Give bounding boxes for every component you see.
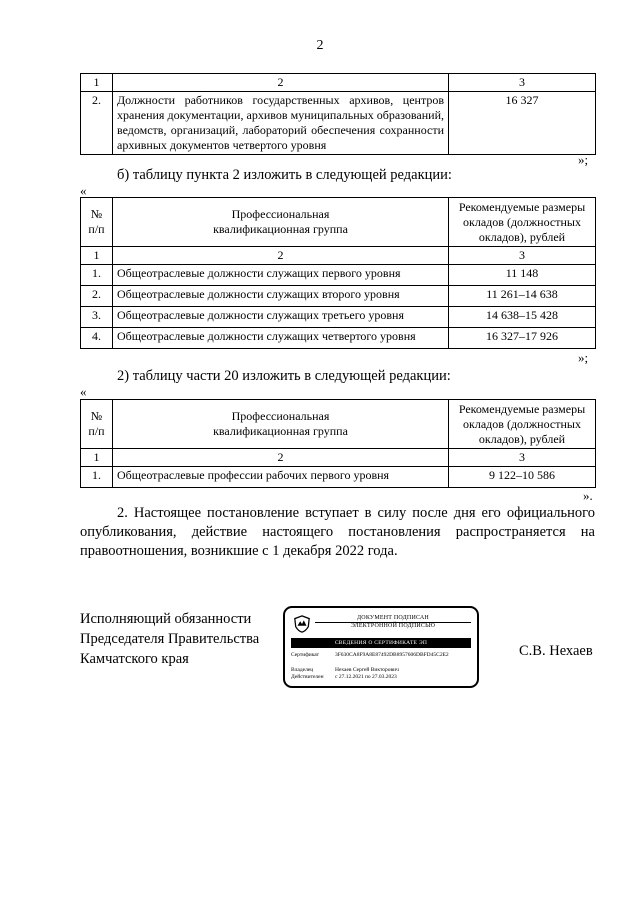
table-row xyxy=(81,467,596,488)
stamp-certificate-row xyxy=(291,652,470,659)
stamp-title xyxy=(315,615,471,630)
table-cell: 3 xyxy=(449,74,596,92)
stamp-value: 3F630CA8F9A8E87492DB8957606DBFD45C2E2 xyxy=(335,652,449,658)
header-cell-salary: Рекомендуемые размеры окладов (должностных окладов), рублей xyxy=(449,198,596,247)
table-row xyxy=(81,328,596,349)
opening-quote: « xyxy=(80,183,87,198)
final-paragraph-line: правоотношения, возникшие с 1 декабря 2022 года. xyxy=(80,543,398,559)
table-cell: 2 xyxy=(113,74,449,92)
table-cell: 2 xyxy=(113,449,449,467)
header-cell-salary: Рекомендуемые размеры окладов (должностных окладов), рублей xyxy=(449,400,596,449)
row-number: 4. xyxy=(81,328,113,349)
final-paragraph-line: опубликования, действие настоящего постановления распространяется на xyxy=(80,524,595,540)
signatory-line: Камчатского края xyxy=(80,651,189,667)
row-number: 1. xyxy=(81,265,113,286)
opening-quote: « xyxy=(80,384,87,399)
closing-quote: »; xyxy=(578,350,589,365)
salary-value: 16 327 xyxy=(449,92,596,155)
signatory-title xyxy=(80,609,259,669)
group-name: Общеотраслевые должности служащих третьего уровня xyxy=(113,307,449,328)
table-index-row xyxy=(81,449,596,467)
group-name: Общеотраслевые должности служащих второго уровня xyxy=(113,286,449,307)
stamp-value: с 27.12.2021 по 27.03.2023 xyxy=(335,674,397,680)
stamp-title-line: ЭЛЕКТРОННОЙ ПОДПИСЬЮ xyxy=(315,622,471,630)
group-name: Общеотраслевые должности служащих четвертого уровня xyxy=(113,328,449,349)
salary-value: 9 122–10 586 xyxy=(449,467,596,488)
stamp-label: Действителен xyxy=(291,674,324,680)
table-header-row xyxy=(81,400,596,449)
table-row xyxy=(81,92,596,155)
coat-of-arms-icon xyxy=(293,615,311,633)
signatory-line: Председателя Правительства xyxy=(80,631,260,647)
salary-table-b xyxy=(80,197,596,349)
table-cell: 2 xyxy=(113,247,449,265)
paragraph-2: 2) таблицу части 20 изложить в следующей редакции: xyxy=(117,368,451,384)
salary-value: 14 638–15 428 xyxy=(449,307,596,328)
table-header-row xyxy=(81,198,596,247)
table-cell: 1 xyxy=(81,74,113,92)
paragraph-b: б) таблицу пункта 2 изложить в следующей редакции: xyxy=(117,167,452,183)
header-cell-number: № п/п xyxy=(81,198,113,247)
table-cell: 3 xyxy=(449,247,596,265)
final-paragraph-line: 2. Настоящее постановление вступает в силу после дня его официального xyxy=(117,505,595,521)
header-cell-group: Профессиональная квалификационная группа xyxy=(113,198,449,247)
group-name: Общеотраслевые профессии рабочих первого уровня xyxy=(113,467,449,488)
position-name: Должности работников государственных архивов, центров хранения документации, архивов муниципальных образований, ведомств, организаций, лабораторий обеспечения сохранности архивных документов четвертого уровня xyxy=(113,92,449,155)
salary-value: 16 327–17 926 xyxy=(449,328,596,349)
page-number: 2 xyxy=(316,38,324,53)
group-name: Общеотраслевые должности служащих первого уровня xyxy=(113,265,449,286)
table-cell: 3 xyxy=(449,449,596,467)
salary-value: 11 261–14 638 xyxy=(449,286,596,307)
stamp-label: Сертификат xyxy=(291,652,319,658)
stamp-label: Владелец xyxy=(291,667,314,673)
header-cell-number: № п/п xyxy=(81,400,113,449)
row-number: 2. xyxy=(81,92,113,155)
table-cell: 1 xyxy=(81,247,113,265)
continuation-table xyxy=(80,73,596,155)
stamp-value: Нехаев Сергей Викторович xyxy=(335,667,399,673)
signatory-line: Исполняющий обязанности xyxy=(80,611,252,627)
closing-quote: ». xyxy=(583,488,593,503)
table-index-row xyxy=(81,247,596,265)
stamp-certificate-bar: СВЕДЕНИЯ О СЕРТИФИКАТЕ ЭП xyxy=(291,638,471,648)
row-number: 1. xyxy=(81,467,113,488)
signatory-name: С.В. Нехаев xyxy=(519,643,593,659)
table-row xyxy=(81,286,596,307)
header-cell-group: Профессиональная квалификационная группа xyxy=(113,400,449,449)
closing-quote: »; xyxy=(578,152,589,167)
stamp-validity-row xyxy=(291,674,470,681)
row-number: 3. xyxy=(81,307,113,328)
table-row xyxy=(81,265,596,286)
salary-value: 11 148 xyxy=(449,265,596,286)
table-index-row xyxy=(81,74,596,92)
table-row xyxy=(81,307,596,328)
stamp-title-line: ДОКУМЕНТ ПОДПИСАН xyxy=(357,615,429,621)
table-cell: 1 xyxy=(81,449,113,467)
electronic-signature-stamp xyxy=(283,606,479,688)
salary-table-20 xyxy=(80,399,596,488)
row-number: 2. xyxy=(81,286,113,307)
stamp-owner-row xyxy=(291,667,470,674)
